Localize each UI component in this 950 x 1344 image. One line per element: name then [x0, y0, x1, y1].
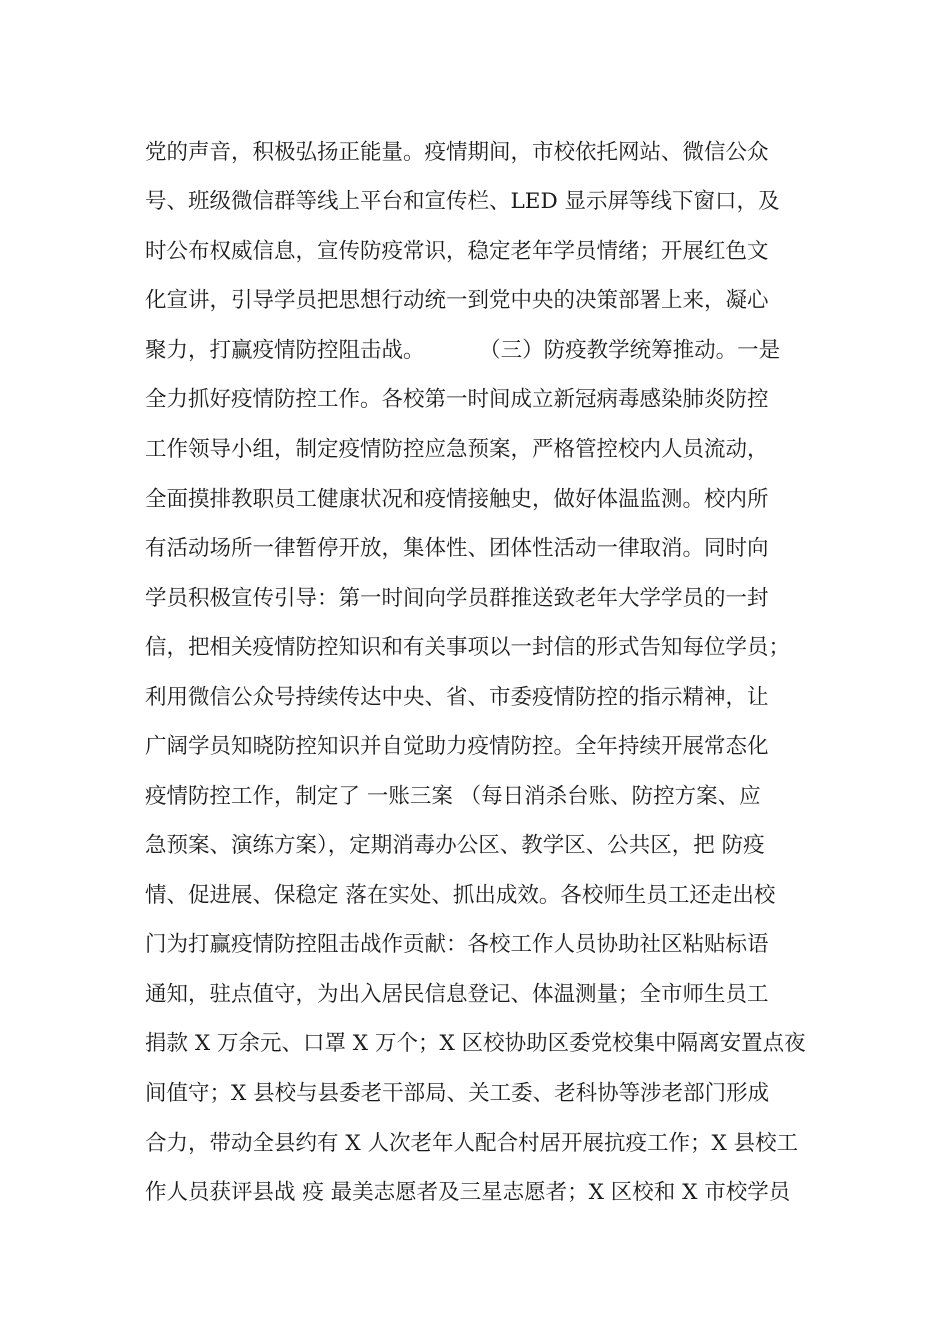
text-line: 学员积极宣传引导：第一时间向学员群推送致老年大学学员的一封 [145, 586, 769, 611]
text-line: 时公布权威信息，宣传防疫常识，稳定老年学员情绪；开展红色文 [145, 239, 769, 264]
text-line: 通知，驻点值守，为出入居民信息登记、体温测量；全市师生员工 [145, 982, 769, 1007]
text-line: 捐款 X 万余元、口罩 X 万个；X 区校协助区委党校集中隔离安置点夜 [145, 1031, 806, 1056]
text-line: 作人员获评县战 疫 最美志愿者及三星志愿者；X 区校和 X 市校学员 [145, 1180, 791, 1205]
text-line: 合力，带动全县约有 X 人次老年人配合村居开展抗疫工作；X 县校工 [145, 1131, 799, 1156]
text-line: 广阔学员知晓防控知识并自觉助力疫情防控。全年持续开展常态化 [145, 734, 769, 759]
text-line: 情、促进展、保稳定 落在实处、抓出成效。各校师生员工还走出校 [145, 883, 776, 908]
text-line: 疫情防控工作，制定了 一账三案 （每日消杀台账、防控方案、应 [145, 784, 761, 809]
text-line: 化宣讲，引导学员把思想行动统一到党中央的决策部署上来，凝心 [145, 288, 769, 313]
text-line: 全面摸排教职员工健康状况和疫情接触史，做好体温监测。校内所 [145, 487, 769, 512]
text-line: 党的声音，积极弘扬正能量。疫情期间，市校依托网站、微信公众 [145, 140, 769, 165]
text-line: 间值守；X 县校与县委老干部局、关工委、老科协等涉老部门形成 [145, 1081, 770, 1106]
text-line: 门为打赢疫情防控阻击战作贡献：各校工作人员协助社区粘贴标语 [145, 932, 769, 957]
text-line: 聚力，打赢疫情防控阻击战。 （三）防疫教学统筹推动。一是 [145, 338, 781, 363]
text-line: 急预案、演练方案），定期消毒办公区、教学区、公共区，把 防疫 [145, 833, 765, 858]
text-line: 工作领导小组，制定疫情防控应急预案，严格管控校内人员流动， [145, 437, 769, 462]
text-line: 全力抓好疫情防控工作。各校第一时间成立新冠病毒感染肺炎防控 [145, 387, 769, 412]
text-line: 号、班级微信群等线上平台和宣传栏、LED 显示屏等线下窗口，及 [145, 189, 780, 214]
text-line: 信，把相关疫情防控知识和有关事项以一封信的形式告知每位学员； [145, 635, 791, 660]
text-line: 有活动场所一律暂停开放，集体性、团体性活动一律取消。同时向 [145, 536, 769, 561]
text-line: 利用微信公众号持续传达中央、省、市委疫情防控的指示精神，让 [145, 685, 769, 710]
